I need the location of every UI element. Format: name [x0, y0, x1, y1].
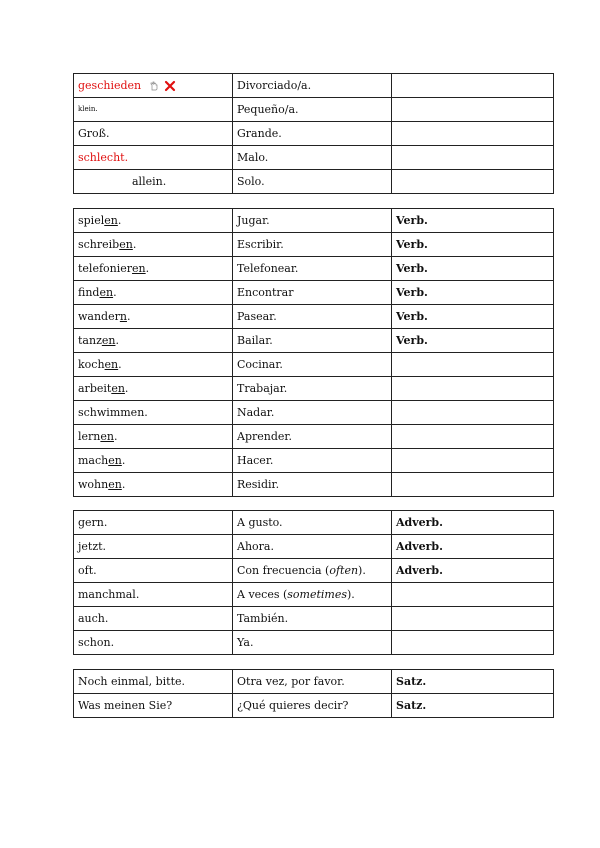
german-cell: [74, 449, 233, 473]
table-row: [74, 353, 554, 377]
verb-ending: en: [132, 262, 146, 275]
table-row: [74, 170, 554, 194]
verb-ending: en: [104, 214, 118, 227]
table-row: [74, 233, 554, 257]
note-cell: [392, 473, 554, 497]
note-cell: Verb.: [392, 305, 554, 329]
english-gloss: often: [329, 564, 359, 577]
spanish-text: Con frecuencia (: [237, 564, 330, 577]
note-cell: Adverb.: [392, 535, 554, 559]
spanish-cell: Malo.: [233, 146, 392, 170]
table-row: [74, 257, 554, 281]
german-cell: oft.: [74, 559, 233, 583]
table-row: [74, 425, 554, 449]
verb-stem: mach: [78, 454, 109, 467]
spanish-cell: Bailar.: [233, 329, 392, 353]
note-cell: Verb.: [392, 257, 554, 281]
verb-stem: arbeit: [78, 382, 112, 395]
table-row: [74, 583, 554, 607]
spanish-cell: Cocinar.: [233, 353, 392, 377]
note-cell: [392, 425, 554, 449]
table-row: [74, 607, 554, 631]
note-cell: [392, 146, 554, 170]
table-row: [74, 559, 554, 583]
verb-period: .: [117, 214, 122, 227]
spanish-cell: Nadar.: [233, 401, 392, 425]
german-cell: [74, 233, 233, 257]
german-cell: [74, 209, 233, 233]
german-cell: [74, 425, 233, 449]
spanish-cell: Grande.: [233, 122, 392, 146]
table-row: [74, 98, 554, 122]
spanish-cell: Encontrar: [233, 281, 392, 305]
table-row: [74, 694, 554, 718]
note-cell: [392, 607, 554, 631]
note-cell: Verb.: [392, 209, 554, 233]
german-cell: schlecht.: [74, 146, 233, 170]
german-cell: gern.: [74, 511, 233, 535]
verb-period: .: [126, 310, 131, 323]
spanish-cell: Pasear.: [233, 305, 392, 329]
verb-period: .: [118, 358, 122, 371]
spanish-cell: [233, 559, 392, 583]
german-cell: [74, 329, 233, 353]
german-cell: auch.: [74, 607, 233, 631]
verb-stem: wander: [78, 310, 120, 323]
verb-period: .: [113, 286, 117, 299]
table-row: [74, 401, 554, 425]
verb-stem: wohn: [78, 478, 109, 491]
table-row: [74, 377, 554, 401]
note-cell: Adverb.: [392, 559, 554, 583]
german-cell: [74, 377, 233, 401]
hand-point-icon: [149, 81, 159, 91]
table-row: [74, 473, 554, 497]
verb-ending: en: [119, 238, 133, 251]
german-cell: [74, 353, 233, 377]
table-row: [74, 631, 554, 655]
verb-period: .: [115, 334, 119, 347]
spanish-cell: Divorciado/a.: [233, 74, 392, 98]
verb-period: .: [113, 430, 118, 443]
spanish-text: A gusto.: [237, 516, 283, 529]
spanish-text: Ahora.: [237, 540, 274, 553]
note-cell: [392, 449, 554, 473]
spanish-cell: Pequeño/a.: [233, 98, 392, 122]
note-cell: [392, 98, 554, 122]
table-row: [74, 209, 554, 233]
german-cell: schon.: [74, 631, 233, 655]
verb-period: .: [132, 238, 137, 251]
note-cell: [392, 377, 554, 401]
table-row: [74, 74, 554, 98]
verbs-table: [73, 208, 554, 497]
verb-stem: schwimmen.: [78, 406, 148, 419]
german-cell: [74, 401, 233, 425]
table-row: [74, 511, 554, 535]
spanish-text: Ya.: [237, 636, 254, 649]
spanish-cell: Otra vez, por favor.: [233, 670, 392, 694]
german-cell: [74, 473, 233, 497]
note-cell: Verb.: [392, 233, 554, 257]
verb-period: .: [121, 478, 126, 491]
german-cell: Noch einmal, bitte.: [74, 670, 233, 694]
german-word: geschieden: [78, 78, 142, 92]
note-cell: Verb.: [392, 281, 554, 305]
german-cell: allein.: [74, 170, 233, 194]
spanish-cell: Hacer.: [233, 449, 392, 473]
table-row: [74, 329, 554, 353]
spanish-text-end: ).: [347, 588, 355, 601]
verb-stem: schreib: [78, 238, 120, 251]
spanish-cell: Trabajar.: [233, 377, 392, 401]
verb-ending: en: [108, 478, 122, 491]
note-cell: Adverb.: [392, 511, 554, 535]
spanish-cell: Residir.: [233, 473, 392, 497]
verb-ending: en: [101, 334, 116, 347]
verb-period: .: [121, 454, 126, 467]
verb-ending: en: [100, 430, 114, 443]
verb-ending: en: [111, 382, 125, 395]
verb-ending: en: [99, 286, 114, 299]
spanish-cell: [233, 607, 392, 631]
german-cell: jetzt.: [74, 535, 233, 559]
verb-period: .: [124, 382, 129, 395]
spanish-cell: [233, 535, 392, 559]
verb-stem: find: [78, 286, 100, 299]
note-cell: [392, 170, 554, 194]
table-row: [74, 305, 554, 329]
german-cell: klein.: [74, 98, 233, 122]
spanish-cell: [233, 511, 392, 535]
table-row: [74, 535, 554, 559]
table-row: [74, 146, 554, 170]
german-cell: [74, 305, 233, 329]
note-cell: Satz.: [392, 694, 554, 718]
verb-ending: n: [119, 310, 127, 323]
spanish-text: A veces (: [237, 588, 288, 601]
verb-stem: tanz: [78, 334, 102, 347]
table-row: [74, 122, 554, 146]
german-cell: [74, 74, 233, 98]
verb-stem: lern: [78, 430, 101, 443]
german-cell: [74, 281, 233, 305]
spanish-text: También.: [237, 612, 289, 625]
verb-stem: koch: [78, 358, 105, 371]
annotation-icons: [149, 79, 177, 92]
spanish-text-end: ).: [358, 564, 366, 577]
german-cell: Groß.: [74, 122, 233, 146]
spanish-cell: [233, 583, 392, 607]
verb-period: .: [145, 262, 150, 275]
verb-stem: telefonier: [78, 262, 133, 275]
spanish-cell: [233, 631, 392, 655]
note-cell: [392, 583, 554, 607]
spanish-cell: Telefonear.: [233, 257, 392, 281]
adjectives-table: [73, 73, 554, 194]
verb-ending: en: [104, 358, 119, 371]
spanish-cell: ¿Qué quieres decir?: [233, 694, 392, 718]
verb-stem: spiel: [78, 214, 105, 227]
german-cell: manchmal.: [74, 583, 233, 607]
table-row: [74, 670, 554, 694]
english-gloss: sometimes: [287, 588, 348, 601]
note-cell: [392, 631, 554, 655]
note-cell: [392, 74, 554, 98]
verb-ending: en: [108, 454, 122, 467]
spanish-cell: Aprender.: [233, 425, 392, 449]
note-cell: Verb.: [392, 329, 554, 353]
spanish-cell: Jugar.: [233, 209, 392, 233]
note-cell: [392, 401, 554, 425]
table-row: [74, 281, 554, 305]
german-cell: [74, 257, 233, 281]
phrases-table: [73, 669, 554, 718]
adverbs-table: [73, 510, 554, 655]
german-cell: Was meinen Sie?: [74, 694, 233, 718]
note-cell: [392, 122, 554, 146]
note-cell: Satz.: [392, 670, 554, 694]
table-row: [74, 449, 554, 473]
spanish-cell: Escribir.: [233, 233, 392, 257]
red-x-icon: [164, 80, 176, 92]
spanish-cell: Solo.: [233, 170, 392, 194]
note-cell: [392, 353, 554, 377]
